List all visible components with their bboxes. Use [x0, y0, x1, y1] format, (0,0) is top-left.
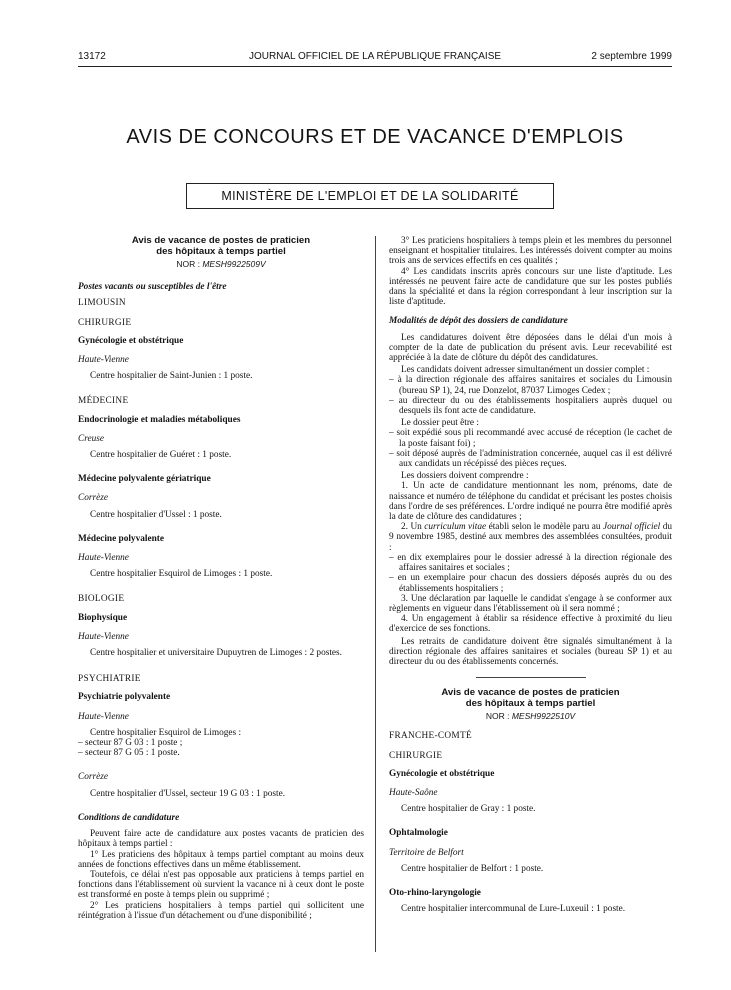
- nor-reference: NOR : MESH9922509V: [176, 259, 266, 269]
- section-separator: [476, 677, 586, 678]
- department-heading: Haute-Saône: [389, 787, 438, 798]
- specialty-heading: Gynécologie et obstétrique: [389, 768, 495, 779]
- paragraph: Peuvent faire acte de candidature aux postes vacants de praticien des hôpitaux à temps partiel :: [78, 829, 364, 850]
- discipline-heading: PSYCHIATRIE: [78, 674, 141, 685]
- post-line: Centre hospitalier d'Ussel, secteur 19 G 03 : 1 poste.: [90, 788, 286, 799]
- avis-title: Avis de vacance de postes de praticien des hôpitaux à temps partiel: [441, 687, 620, 709]
- nor-reference: NOR : MESH9922510V: [485, 711, 576, 722]
- list-item: – au directeur du ou des établissements hospitaliers auprès duquel ou desquels ils font acte de candidature.: [389, 395, 672, 417]
- list-item: – soit expédié sous pli recommandé avec accusé de réception (le cachet de la poste faisant foi) ;: [389, 428, 672, 449]
- list-item: – à la direction régionale des affaires sanitaires et sociales du Limousin (bureau SP 1), 24, rue Donzelot, 87037 Limoges Cedex ;: [389, 375, 672, 396]
- paragraph: Les candidats doivent adresser simultanément un dossier complet :: [401, 365, 650, 376]
- list-item: – en dix exemplaires pour le dossier adressé à la direction régionale des affaires sanitaires et sociales ;: [389, 552, 672, 574]
- department-heading: Haute-Vienne: [78, 711, 129, 722]
- specialty-heading: Médecine polyvalente gériatrique: [78, 474, 211, 485]
- journal-title: JOURNAL OFFICIEL DE LA RÉPUBLIQUE FRANÇAISE: [248, 51, 502, 62]
- column-divider: [375, 236, 376, 952]
- page-title: AVIS DE CONCOURS ET DE VACANCE D'EMPLOIS: [126, 126, 624, 148]
- post-line: Centre hospitalier de Belfort : 1 poste.: [401, 863, 544, 874]
- post-line: Centre hospitalier de Guéret : 1 poste.: [90, 450, 232, 461]
- department-heading: Territoire de Belfort: [389, 847, 464, 858]
- specialty-heading: Médecine polyvalente: [78, 533, 164, 544]
- avis-title: Avis de vacance de postes de praticien des hôpitaux à temps partiel: [131, 235, 311, 257]
- paragraph: Les candidatures doivent être déposées dans le délai d'un mois à compter de la date de publication du présent avis. Leur recevabilité est appréciée à la date de clôture du dépôt des candidatures.: [389, 332, 672, 364]
- ministry-box: MINISTÈRE DE L'EMPLOI ET DE LA SOLIDARITÉ: [186, 183, 554, 209]
- specialty-heading: Gynécologie et obstétrique: [78, 335, 184, 346]
- post-line: Centre hospitalier d'Ussel : 1 poste.: [90, 509, 222, 520]
- left-column: [78, 236, 364, 921]
- running-header: [78, 51, 672, 65]
- post-line: Centre hospitalier de Saint-Junien : 1 poste.: [90, 371, 253, 382]
- department-heading: Corrèze: [78, 772, 108, 783]
- paragraph: Les retraits de candidature doivent être signalés simultanément à la direction régionale des affaires sanitaires et sociales (bureau SP 1) et au directeur du ou des établissements concernés.: [389, 636, 672, 667]
- department-heading: Corrèze: [78, 493, 108, 504]
- specialty-heading: Endocrinologie et maladies métaboliques: [78, 414, 241, 425]
- region-heading: LIMOUSIN: [78, 298, 126, 309]
- paragraph: 4. Un engagement à établir sa résidence effective à proximité du lieu d'exercice de ses fonctions.: [389, 614, 672, 635]
- post-line: Centre hospitalier Esquirol de Limoges : 1 poste.: [90, 569, 273, 580]
- section-title: Modalités de dépôt des dossiers de candidature: [389, 316, 568, 327]
- right-column: [389, 236, 672, 914]
- department-heading: Haute-Vienne: [78, 631, 129, 642]
- post-line: Centre hospitalier intercommunal de Lure-Luxeuil : 1 poste.: [401, 904, 626, 915]
- department-heading: Haute-Vienne: [78, 553, 129, 564]
- section-title: Postes vacants ou susceptibles de l'être: [78, 282, 227, 293]
- region-heading: FRANCHE-COMTÉ: [389, 731, 472, 742]
- discipline-heading: BIOLOGIE: [78, 594, 125, 605]
- paragraph: 3° Les praticiens hospitaliers à temps plein et les membres du personnel enseignant et hospitalier titulaires. Les intéressés doivent compter au moins trois ans de services effectifs en ces qualités ;: [389, 236, 672, 267]
- paragraph: Le dossier peut être :: [401, 418, 479, 429]
- post-line: Centre hospitalier Esquirol de Limoges :: [90, 727, 242, 738]
- department-heading: Creuse: [78, 433, 104, 444]
- department-heading: Haute-Vienne: [78, 355, 129, 366]
- paragraph: 2° Les praticiens hospitaliers à temps partiel qui sollicitent une réintégration à l'issue d'un détachement ou d'une disponibilité ;: [78, 900, 364, 921]
- sector-line: – secteur 87 G 05 : 1 poste.: [78, 748, 180, 759]
- section-title: Conditions de candidature: [78, 812, 180, 823]
- paragraph: 2. Un curriculum vitae établi selon le modèle paru au Journal officiel du 9 novembre 1985, destiné aux membres des assemblées consultées, produit :: [389, 522, 672, 553]
- page-number: 13172: [78, 51, 106, 62]
- issue-date: 2 septembre 1999: [591, 51, 672, 62]
- post-line: Centre hospitalier et universitaire Dupuytren de Limoges : 2 postes.: [90, 648, 342, 659]
- paragraph: 1° Les praticiens des hôpitaux à temps partiel comptant au moins deux années de fonctions effectives dans un même établissement.: [78, 849, 364, 870]
- header-rule: [78, 66, 672, 67]
- paragraph: Les dossiers doivent comprendre :: [401, 471, 529, 482]
- list-item: – en un exemplaire pour chacun des dossiers déposés auprès du ou des établissements hospitaliers ;: [389, 573, 672, 594]
- paragraph: 1. Un acte de candidature mentionnant les nom, prénoms, date de naissance et numéro de téléphone du candidat et précisant les postes choisis dans l'ordre de ses préférences. L'ordre indiqué ne pourra être modifié après la date de clôture des candidatures ;: [389, 481, 672, 523]
- paragraph: 4° Les candidats inscrits après concours sur une liste d'aptitude. Les intéressés ne peuvent faire acte de candidature que sur les postes publiés dans la spécialité et dans la région correspondant à leur inscription sur la liste d'aptitude.: [389, 266, 672, 308]
- paragraph: 3. Une déclaration par laquelle le candidat s'engage à se conformer aux règlements en vigueur dans l'établissement où il sera nommé ;: [389, 593, 672, 614]
- list-item: – soit déposé auprès de l'administration concernée, auquel cas il est délivré aux candidats un récépissé des pièces reçues.: [389, 448, 672, 470]
- specialty-heading: Psychiatrie polyvalente: [78, 692, 171, 703]
- post-line: Centre hospitalier de Gray : 1 poste.: [401, 804, 536, 815]
- specialty-heading: Oto-rhino-laryngologie: [389, 887, 481, 898]
- discipline-heading: MÉDECINE: [78, 396, 129, 407]
- discipline-heading: CHIRURGIE: [389, 750, 443, 761]
- specialty-heading: Biophysique: [78, 612, 128, 623]
- sector-line: – secteur 87 G 03 : 1 poste ;: [78, 738, 183, 749]
- discipline-heading: CHIRURGIE: [78, 317, 132, 328]
- paragraph: Toutefois, ce délai n'est pas opposable aux praticiens à temps partiel en fonctions dans l'établissement où survient la vacance ni à ceux dont le poste est transformé en poste à temps plein ou supprimé ;: [78, 869, 364, 901]
- specialty-heading: Ophtalmologie: [389, 828, 448, 839]
